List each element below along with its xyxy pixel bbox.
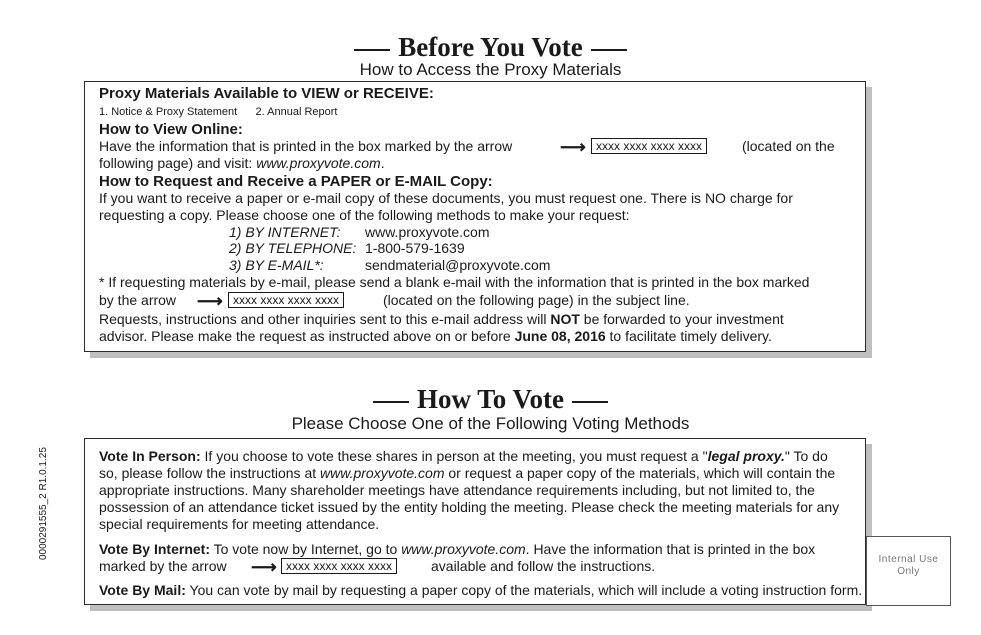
internet-control-code: xxxx xxxx xxxx xxxx bbox=[281, 558, 397, 574]
view-online-line1 bbox=[99, 138, 512, 155]
internet-arrow-icon: ⟶ bbox=[251, 557, 277, 578]
request-heading: How to Request and Receive a PAPER or E-MAIL Copy: bbox=[99, 173, 493, 190]
control-code-box bbox=[591, 137, 707, 154]
method-internet-label: 1) BY INTERNET: bbox=[229, 224, 341, 240]
vote-by-internet-line2b: available and follow the instructions. bbox=[431, 558, 656, 574]
title-rule-left bbox=[373, 401, 409, 403]
email-note-line2a: by the arrow bbox=[99, 292, 177, 308]
proxyvote-link[interactable]: www.proxyvote.com bbox=[256, 155, 381, 171]
how-title-text: How To Vote bbox=[416, 384, 565, 414]
vote-in-person-line2 bbox=[99, 465, 835, 482]
materials-heading: Proxy Materials Available to VIEW or RECEIVE: bbox=[99, 85, 434, 102]
method-telephone-label: 2) BY TELEPHONE: bbox=[229, 240, 357, 256]
email-note-line1: * If requesting materials by e-mail, please send a blank e-mail with the information that is printed in the box marked bbox=[99, 274, 810, 290]
vote-in-person-line5: special requirements for meeting attendance. bbox=[99, 516, 380, 532]
person-line1-end: " To do bbox=[784, 448, 828, 464]
internet-line1-text: To vote now by Internet, go to bbox=[209, 541, 402, 557]
view-online-heading: How to View Online: bbox=[99, 121, 243, 138]
forward-line2-text: advisor. Please make the request as instructed above on or before bbox=[99, 328, 515, 344]
internet-line1-end: . Have the information that is printed in the box bbox=[525, 541, 816, 557]
proxyvote-link[interactable]: www.proxyvote.com bbox=[401, 541, 526, 557]
internal-use-box: Internal Use Only bbox=[866, 536, 951, 606]
internet-control-code-box bbox=[281, 557, 397, 574]
title-rule-left bbox=[354, 49, 390, 51]
title-rule-right bbox=[591, 49, 627, 51]
method-email-label: 3) BY E-MAIL*: bbox=[229, 257, 324, 273]
view-online-arrow-icon: ⟶ bbox=[560, 137, 586, 158]
forward-line1-text: Requests, instructions and other inquiries sent to this e-mail address will bbox=[99, 311, 551, 327]
materials-list: 1. Notice & Proxy Statement 2. Annual Report bbox=[99, 106, 338, 118]
view-online-period: . bbox=[380, 155, 385, 171]
before-title-text: Before You Vote bbox=[398, 32, 583, 62]
control-code: xxxx xxxx xxxx xxxx bbox=[591, 138, 707, 154]
vote-in-person-heading: Vote In Person: bbox=[99, 448, 201, 464]
request-line1: If you want to receive a paper or e-mail copy of these documents, you must request one. There is NO charge for bbox=[99, 190, 793, 206]
request-deadline-date: June 08, 2016 bbox=[514, 328, 606, 344]
view-online-line2-text: following page) and visit: bbox=[99, 155, 257, 171]
legal-proxy-term: legal proxy. bbox=[707, 448, 785, 464]
vote-by-mail-text: You can vote by mail by requesting a paper copy of the materials, which will include a voting instruction form. bbox=[185, 582, 863, 598]
vote-in-person-line4: possession of an attendance ticket issued by the entity holding the meeting. Please check the meeting materials for any bbox=[99, 499, 840, 515]
vote-by-internet-heading: Vote By Internet: bbox=[99, 541, 210, 557]
method-telephone-value[interactable]: 1-800-579-1639 bbox=[365, 240, 465, 256]
request-line2: requesting a copy. Please choose one of the following methods to make your request: bbox=[99, 207, 630, 223]
title-rule-right bbox=[572, 401, 608, 403]
vote-by-internet-line2a: marked by the arrow bbox=[99, 558, 227, 574]
forward-not: NOT bbox=[550, 311, 580, 327]
view-online-line2 bbox=[99, 155, 385, 172]
located-note: (located on the bbox=[742, 138, 835, 154]
view-online-text: Have the information that is printed in the box marked by the arrow bbox=[99, 138, 513, 154]
forward-line1 bbox=[99, 311, 784, 328]
method-internet-value[interactable]: www.proxyvote.com bbox=[365, 224, 490, 240]
vote-by-internet-line1 bbox=[99, 541, 815, 558]
email-arrow-icon: ⟶ bbox=[197, 291, 223, 312]
how-to-vote-title bbox=[0, 384, 981, 414]
email-note-line2b: (located on the following page) in the subject line. bbox=[383, 292, 690, 308]
proxyvote-link[interactable]: www.proxyvote.com bbox=[320, 465, 445, 481]
how-to-vote-subtitle: Please Choose One of the Following Voting Methods bbox=[291, 414, 690, 433]
vote-by-mail-line bbox=[99, 582, 862, 599]
email-control-code: xxxx xxxx xxxx xxxx bbox=[228, 292, 344, 308]
person-line2-end: or request a paper copy of the materials, which will contain the bbox=[444, 465, 836, 481]
vote-in-person-line1 bbox=[99, 448, 828, 465]
forward-line1-end: be forwarded to your investment bbox=[579, 311, 784, 327]
side-code-text: 0000291555_2 R1.0.1.25 bbox=[38, 447, 49, 560]
person-line2-text: so, please follow the instructions at bbox=[99, 465, 321, 481]
before-you-vote-title bbox=[0, 32, 981, 62]
forward-line2 bbox=[99, 328, 772, 345]
before-you-vote-subtitle: How to Access the Proxy Materials bbox=[359, 60, 622, 79]
person-line1-text: If you choose to vote these shares in person at the meeting, you must request a " bbox=[200, 448, 708, 464]
vote-by-mail-heading: Vote By Mail: bbox=[99, 582, 186, 598]
forward-line2-end: to facilitate timely delivery. bbox=[605, 328, 772, 344]
email-control-code-box bbox=[228, 291, 344, 308]
method-email-value[interactable]: sendmaterial@proxyvote.com bbox=[365, 257, 551, 273]
vote-in-person-line3: appropriate instructions. Many shareholder meetings have attendance requirements including, but not limited to, the bbox=[99, 482, 815, 498]
